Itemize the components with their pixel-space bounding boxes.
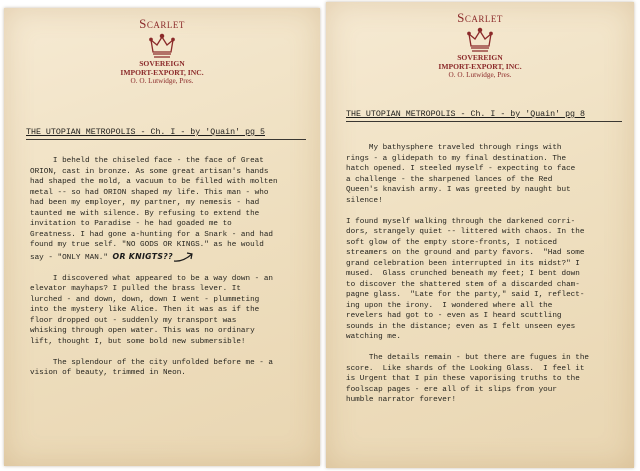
handwritten-arrow-icon bbox=[173, 251, 195, 263]
letterhead-brand: Scarlet bbox=[457, 10, 503, 25]
page-heading: THE UTOPIAN METROPOLIS - Ch. I - by 'Quain' pg 5 bbox=[26, 128, 265, 137]
letterhead-line2: IMPORT-EXPORT, INC. bbox=[438, 61, 522, 71]
page-body bbox=[30, 156, 278, 389]
heading-rule bbox=[26, 139, 306, 140]
letterhead-president: O. O. Lutwidge, Pres. bbox=[448, 71, 512, 80]
paragraph-2: I found myself walking through the darkened corri- dors, strangely quiet -- littered with chaos. In the soft glow of the empty store-fronts, I noticed streamers on the ground and party favors. "Had some grand celebration been interrupted in its midst?" I mused. Glass crunched beneath my feet; I bent down to discover the shattered stem of a discarded cham- pagne glass. "Late for the party," said I, reflect- ing upon the irony. I wondered where all the revelers had got to - even as I heard scuttling sounds in the distance; even as I felt unseen eyes watching me. bbox=[346, 217, 585, 341]
crown-logo-icon bbox=[147, 32, 177, 60]
letterhead-president: O. O. Lutwidge, Pres. bbox=[130, 77, 194, 86]
paragraph-3: The details remain - but there are fugues in the score. Like shards of the Looking Glass. I feel it is Urgent that I pin these vaporising truths to the foolscap pages - ere all of it slips from your humble narrator forever! bbox=[346, 354, 590, 404]
letterhead-line1: SOVEREIGN bbox=[457, 53, 503, 62]
paragraph-3: The splendour of the city unfolded before me - a vision of beauty, trimmed in Neon. bbox=[30, 358, 274, 378]
manuscript-page-left bbox=[4, 8, 320, 466]
letterhead-line1: SOVEREIGN bbox=[139, 59, 185, 68]
handwritten-note: OR KNIGTS?? bbox=[112, 251, 173, 261]
manuscript-page-right bbox=[326, 2, 634, 468]
page-body bbox=[346, 143, 589, 416]
paragraph-1: I beheld the chiseled face - the face of Great ORION, cast in bronze. As some great artisan's hands had shaped the mold, a vacuum to be filled with molten metal -- so had ORION shaped my life. This man - who had been my employer, my partner, my nemesis - had taunted me with silence. By refusing to extend the invitation to Paradise - he had goaded me to Greatness. I had gone a-hunting for a Snark - and had found my true self. "NO GODS OR KINGS." as he would say - "ONLY MAN." OR KNIGTS?? bbox=[30, 157, 278, 262]
paragraph-2: I discovered what appeared to be a way down - an elevator mayhaps? I pulled the brass lever. It lurched - and down, down, down I went - plummeting into the mystery like Alice. Then it was as if the floor dropped out - suddenly my transport was whisking through open water. This was no ordinary lift, thought I, but some bold new submersible! bbox=[30, 274, 274, 346]
paragraph-1: My bathysphere traveled through rings with rings - a glidepath to my final destination. The hatch opened. I steeled myself - expecting to face a challenge - the sharpened lances of the Red Queen's knavish army. I was greeted by naught but silence! bbox=[346, 144, 576, 205]
page-heading: THE UTOPIAN METROPOLIS - Ch. I - by 'Quain' pg 8 bbox=[346, 110, 585, 119]
heading-rule bbox=[346, 121, 622, 122]
letterhead-line2: IMPORT-EXPORT, INC. bbox=[120, 67, 204, 77]
crown-logo-icon bbox=[465, 26, 495, 54]
letterhead-brand: Scarlet bbox=[139, 16, 185, 31]
letterhead bbox=[4, 16, 320, 86]
letterhead bbox=[326, 10, 634, 80]
